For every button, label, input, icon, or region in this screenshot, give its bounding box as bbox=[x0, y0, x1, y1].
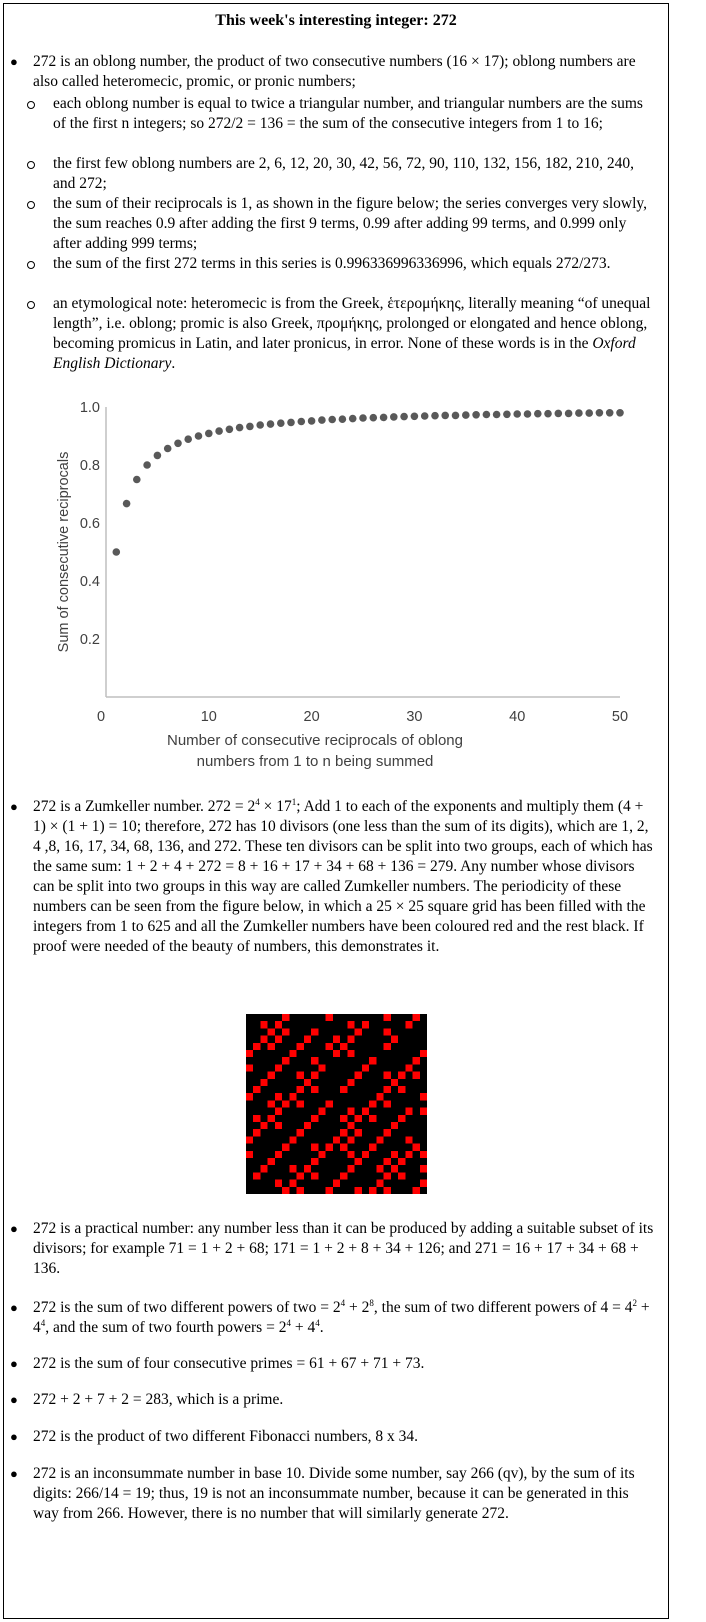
oblong-paragraph: 272 is an oblong number, the product of two consecutive numbers (16 × 17); oblong numbers are also called heteromecic, promic, or pronic numbers; bbox=[33, 53, 636, 90]
data-point bbox=[246, 423, 254, 431]
exponent: 4 bbox=[340, 1297, 346, 1308]
zumkeller-cell bbox=[413, 1144, 420, 1151]
zumkeller-cell bbox=[289, 1180, 296, 1187]
data-point bbox=[452, 412, 460, 420]
zumkeller-cell bbox=[253, 1172, 260, 1179]
data-point bbox=[113, 548, 121, 556]
zumkeller-cell bbox=[384, 1028, 391, 1035]
fibonacci-paragraph: 272 is the product of two different Fibonacci numbers, 8 x 34. bbox=[33, 1428, 418, 1445]
exponent: 1 bbox=[291, 796, 297, 807]
zumkeller-cell bbox=[311, 1086, 318, 1093]
zumkeller-cell bbox=[275, 1122, 282, 1129]
data-point bbox=[287, 419, 295, 427]
data-point bbox=[513, 410, 521, 418]
zumkeller-cell bbox=[369, 1187, 376, 1194]
x-tick-label: 50 bbox=[611, 709, 628, 725]
zumkeller-cell bbox=[318, 1151, 325, 1158]
zumkeller-cell bbox=[398, 1086, 405, 1093]
data-point bbox=[195, 432, 203, 440]
sub-bullet-marker bbox=[27, 301, 35, 309]
zumkeller-cell bbox=[384, 1129, 391, 1136]
zumkeller-cell bbox=[405, 1136, 412, 1143]
zumkeller-cell bbox=[260, 1036, 267, 1043]
data-point bbox=[328, 416, 336, 424]
zumkeller-cell bbox=[384, 1172, 391, 1179]
zumkeller-cell bbox=[413, 1072, 420, 1079]
zumkeller-cell bbox=[311, 1172, 318, 1179]
data-point bbox=[575, 409, 583, 417]
zumkeller-cell bbox=[326, 1043, 333, 1050]
data-point bbox=[555, 410, 563, 418]
y-tick-label: 0.6 bbox=[79, 516, 100, 532]
zumkeller-cell bbox=[384, 1158, 391, 1165]
bullet-marker: ● bbox=[10, 1221, 18, 1236]
zumkeller-cell bbox=[297, 1129, 304, 1136]
zumkeller-cell bbox=[347, 1108, 354, 1115]
bullet-marker: ● bbox=[10, 54, 18, 69]
zumkeller-cell bbox=[268, 1115, 275, 1122]
data-point bbox=[133, 476, 141, 484]
zumkeller-cell bbox=[333, 1036, 340, 1043]
zumkeller-cell bbox=[289, 1165, 296, 1172]
zumkeller-cell bbox=[347, 1165, 354, 1172]
zumkeller-cell bbox=[362, 1064, 369, 1071]
zumkeller-cell bbox=[362, 1021, 369, 1028]
zumkeller-cell bbox=[340, 1144, 347, 1151]
zumkeller-cell bbox=[260, 1021, 267, 1028]
zumkeller-cell bbox=[369, 1144, 376, 1151]
zumkeller-cell bbox=[268, 1100, 275, 1107]
content-frame bbox=[3, 3, 669, 1619]
zumkeller-cell bbox=[282, 1187, 289, 1194]
zumkeller-cell bbox=[253, 1129, 260, 1136]
zumkeller-cell bbox=[253, 1115, 260, 1122]
data-point bbox=[411, 413, 419, 421]
zumkeller-cell bbox=[333, 1136, 340, 1143]
bullet-marker: ● bbox=[10, 1392, 18, 1407]
zumkeller-cell bbox=[268, 1028, 275, 1035]
zumkeller-cell bbox=[275, 1093, 282, 1100]
data-point bbox=[174, 440, 182, 448]
zumkeller-cell bbox=[333, 1050, 340, 1057]
powers-text: , and the sum of two fourth powers = 2 bbox=[45, 1319, 287, 1336]
zumkeller-cell bbox=[347, 1151, 354, 1158]
zumkeller-cell bbox=[297, 1043, 304, 1050]
digit-sum-paragraph: 272 + 2 + 7 + 2 = 283, which is a prime. bbox=[33, 1391, 284, 1408]
data-point bbox=[441, 412, 449, 420]
zumkeller-cell bbox=[340, 1043, 347, 1050]
data-point bbox=[359, 414, 367, 422]
data-point bbox=[616, 409, 624, 417]
zumkeller-cell bbox=[297, 1072, 304, 1079]
sub-bullet-marker bbox=[27, 261, 35, 269]
zumkeller-cell bbox=[289, 1093, 296, 1100]
powers-text: . bbox=[319, 1319, 324, 1336]
powers-text: 272 is the sum of two different powers of two = 2 bbox=[33, 1299, 341, 1316]
zumkeller-cell bbox=[347, 1036, 354, 1043]
data-point bbox=[503, 411, 511, 419]
zumkeller-cell bbox=[297, 1100, 304, 1107]
sub-bullet-marker bbox=[27, 161, 35, 169]
zumkeller-cell bbox=[268, 1072, 275, 1079]
data-point bbox=[277, 419, 285, 427]
zumkeller-cell bbox=[304, 1165, 311, 1172]
etymology-end: . bbox=[171, 355, 176, 372]
data-point bbox=[462, 411, 470, 419]
zumkeller-cell bbox=[297, 1187, 304, 1194]
x-tick-label: 20 bbox=[303, 709, 320, 725]
primes-paragraph: 272 is the sum of four consecutive primes = 61 + 67 + 71 + 73. bbox=[33, 1355, 425, 1372]
zumkeller-text: 272 is a Zumkeller number. 272 = 2 bbox=[33, 798, 256, 815]
x-axis-label-line1: Number of consecutive reciprocals of oblong bbox=[167, 732, 463, 749]
zumkeller-cell bbox=[405, 1108, 412, 1115]
practical-paragraph: 272 is a practical number: any number less than it can be produced by adding a suitable subset of its divisors; for example 71 = 1 + 2 + 68; 171 = 1 + 2 + 8 + 34 + 126; and 271 = 16 + 17 + 34 + 68 + 136. bbox=[33, 1220, 654, 1277]
bullet-marker: ● bbox=[10, 1300, 18, 1315]
zumkeller-cell bbox=[347, 1136, 354, 1143]
zumkeller-cell bbox=[391, 1165, 398, 1172]
data-point bbox=[493, 411, 501, 419]
reciprocal-sum-chart bbox=[48, 392, 628, 772]
zumkeller-cell bbox=[362, 1108, 369, 1115]
page-title: This week's interesting integer: 272 bbox=[215, 12, 457, 29]
zumkeller-cell bbox=[326, 1144, 333, 1151]
zumkeller-cell bbox=[376, 1165, 383, 1172]
bullet-marker: ● bbox=[10, 1429, 18, 1444]
data-point bbox=[215, 427, 223, 435]
data-point bbox=[472, 411, 480, 419]
zumkeller-cell bbox=[311, 1057, 318, 1064]
data-point bbox=[339, 415, 347, 423]
data-point bbox=[544, 410, 552, 418]
x-tick-label: 0 bbox=[96, 709, 106, 725]
y-tick-label: 0.2 bbox=[79, 632, 100, 648]
zumkeller-cell bbox=[369, 1100, 376, 1107]
exponent: 4 bbox=[286, 1317, 291, 1328]
zumkeller-cell bbox=[311, 1115, 318, 1122]
data-point bbox=[308, 417, 316, 425]
data-point bbox=[380, 414, 388, 422]
zumkeller-cell bbox=[246, 1136, 253, 1143]
data-point bbox=[421, 412, 429, 420]
data-point bbox=[123, 500, 131, 508]
x-axis-label-line2: numbers from 1 to n being summed bbox=[196, 753, 434, 770]
data-point bbox=[256, 421, 264, 429]
zumkeller-cell bbox=[304, 1122, 311, 1129]
zumkeller-cell bbox=[362, 1151, 369, 1158]
data-point bbox=[596, 409, 604, 417]
x-tick-label: 10 bbox=[200, 709, 217, 725]
zumkeller-cell bbox=[311, 1144, 318, 1151]
oblong-list-note: the first few oblong numbers are 2, 6, 12, 20, 30, 42, 56, 72, 90, 110, 132, 156, 182, 210, 240, and 272; bbox=[53, 155, 635, 192]
zumkeller-cell bbox=[260, 1122, 267, 1129]
data-point bbox=[524, 410, 532, 418]
zumkeller-cell bbox=[355, 1129, 362, 1136]
inconsummate-paragraph: 272 is an inconsummate number in base 10. Divide some number, say 266 (qv), by the sum of its digits: 266/14 = 19; thus, 19 is not an inconsummate number, because it can be generated in this way from 266. However, there is no number that will similarly generate 272. bbox=[33, 1465, 635, 1522]
dictionary-title: Oxford English Dictionary bbox=[53, 335, 636, 372]
zumkeller-cell bbox=[268, 1043, 275, 1050]
zumkeller-text: × 17 bbox=[259, 798, 292, 815]
data-point bbox=[143, 461, 151, 469]
zumkeller-cell bbox=[347, 1122, 354, 1129]
zumkeller-cell bbox=[326, 1100, 333, 1107]
powers-paragraph bbox=[33, 1298, 663, 1338]
data-point bbox=[565, 410, 573, 418]
zumkeller-cell bbox=[384, 1187, 391, 1194]
data-point bbox=[483, 411, 491, 419]
zumkeller-cell bbox=[246, 1151, 253, 1158]
zumkeller-cell bbox=[311, 1072, 318, 1079]
zumkeller-cell bbox=[340, 1129, 347, 1136]
zumkeller-cell bbox=[420, 1180, 427, 1187]
etymology-note bbox=[53, 294, 658, 374]
zumkeller-cell bbox=[340, 1172, 347, 1179]
data-point bbox=[390, 413, 398, 421]
data-point bbox=[154, 452, 162, 460]
zumkeller-cell bbox=[246, 1093, 253, 1100]
zumkeller-cell bbox=[420, 1108, 427, 1115]
zumkeller-cell bbox=[398, 1115, 405, 1122]
x-tick-label: 40 bbox=[509, 709, 526, 725]
zumkeller-cell bbox=[282, 1028, 289, 1035]
zumkeller-cell bbox=[405, 1021, 412, 1028]
zumkeller-cell bbox=[369, 1115, 376, 1122]
zumkeller-paragraph bbox=[33, 797, 658, 957]
zumkeller-cell bbox=[369, 1057, 376, 1064]
zumkeller-cell bbox=[355, 1072, 362, 1079]
zumkeller-cell bbox=[355, 1115, 362, 1122]
zumkeller-cell bbox=[398, 1072, 405, 1079]
exponent: 4 bbox=[40, 1317, 46, 1328]
powers-text: + 4 bbox=[33, 1299, 650, 1336]
zumkeller-cell bbox=[260, 1079, 267, 1086]
zumkeller-cell bbox=[384, 1014, 391, 1021]
chart-axes bbox=[106, 407, 620, 697]
zumkeller-cell bbox=[355, 1187, 362, 1194]
zumkeller-cell bbox=[282, 1014, 289, 1021]
zumkeller-cell bbox=[311, 1028, 318, 1035]
sub-bullet-marker bbox=[27, 201, 35, 209]
y-axis-label: Sum of consecutive reciprocals bbox=[56, 451, 72, 653]
etymology-text: an etymological note: heteromecic is from the Greek, ἑτερομήκης, literally meaning “of unequal length”, i.e. oblong; promic is also Greek, προμήκης, prolonged or elongated and hence oblong, becoming promicus in Latin, and later pronicus, in error. None of these words is in the bbox=[53, 295, 651, 352]
bullet-marker: ● bbox=[10, 1356, 18, 1371]
zumkeller-cell bbox=[318, 1108, 325, 1115]
data-point bbox=[370, 414, 378, 422]
zumkeller-cell bbox=[253, 1043, 260, 1050]
chart-points bbox=[113, 409, 624, 556]
zumkeller-cell bbox=[355, 1028, 362, 1035]
powers-text: + 4 bbox=[290, 1319, 316, 1336]
zumkeller-cell bbox=[260, 1165, 267, 1172]
zumkeller-cell bbox=[289, 1136, 296, 1143]
y-tick-label: 1.0 bbox=[79, 400, 100, 416]
bullet-marker: ● bbox=[10, 1466, 18, 1481]
zumkeller-cell bbox=[420, 1093, 427, 1100]
zumkeller-cell bbox=[391, 1122, 398, 1129]
zumkeller-cell bbox=[297, 1086, 304, 1093]
data-point bbox=[606, 409, 614, 417]
powers-text: , the sum of two different powers of 4 = 4 bbox=[373, 1299, 633, 1316]
y-tick-label: 0.8 bbox=[79, 458, 100, 474]
data-point bbox=[349, 415, 357, 423]
data-point bbox=[318, 416, 326, 424]
powers-text: + 2 bbox=[345, 1299, 370, 1316]
zumkeller-cell bbox=[413, 1057, 420, 1064]
zumkeller-cell bbox=[413, 1014, 420, 1021]
zumkeller-cell bbox=[420, 1165, 427, 1172]
data-point bbox=[205, 430, 213, 438]
zumkeller-cell bbox=[297, 1172, 304, 1179]
exponent: 2 bbox=[632, 1297, 637, 1308]
y-tick-label: 0.4 bbox=[79, 574, 100, 590]
reciprocal-note: the sum of their reciprocals is 1, as shown in the figure below; the series converges very slowly, the sum reaches 0.9 after adding the first 9 terms, 0.99 after adding 99 terms, and 0.999 only after adding 999 terms; bbox=[53, 195, 648, 252]
x-tick-label: 30 bbox=[406, 709, 423, 725]
zumkeller-cell bbox=[384, 1072, 391, 1079]
bullet-marker: ● bbox=[10, 799, 18, 814]
zumkeller-cell bbox=[318, 1064, 325, 1071]
zumkeller-cell bbox=[391, 1151, 398, 1158]
data-point bbox=[298, 418, 306, 426]
zumkeller-cell bbox=[347, 1050, 354, 1057]
zumkeller-cell bbox=[268, 1158, 275, 1165]
zumkeller-cell bbox=[253, 1086, 260, 1093]
zumkeller-cell bbox=[355, 1158, 362, 1165]
zumkeller-cell bbox=[384, 1043, 391, 1050]
chart-ticks bbox=[80, 400, 628, 725]
zumkeller-cell bbox=[275, 1108, 282, 1115]
zumkeller-cell bbox=[391, 1036, 398, 1043]
exponent: 8 bbox=[369, 1297, 374, 1308]
zumkeller-cell bbox=[326, 1014, 333, 1021]
zumkeller-cell bbox=[384, 1086, 391, 1093]
zumkeller-cell bbox=[282, 1100, 289, 1107]
zumkeller-cell bbox=[275, 1151, 282, 1158]
zumkeller-cell bbox=[333, 1180, 340, 1187]
zumkeller-cell bbox=[413, 1187, 420, 1194]
data-point bbox=[236, 424, 244, 432]
zumkeller-cell bbox=[275, 1180, 282, 1187]
zumkeller-text: ; Add 1 to each of the exponents and multiply them (4 + 1) × (1 + 1) = 10; therefore, 272 has 10 divisors (one less than the sum of its digits), which are 1, 2, 4 ,8, 16, 17, 34, 68, 136, and 272. These ten divisors can be split into two groups, each of which has the same sum: 1 + 2 + 4 + 272 = 8 + 16 + 17 + 34 + 68 + 136 = 279. Any number whose divisors can be split into two groups in this way are called Zumkeller numbers. The periodicity of these numbers can be seen from the figure below, in which a 25 × 25 square grid has been filled with the integers from 1 to 625 and all the Zumkeller numbers have been coloured red and the rest black. If proof were needed of the beauty of numbers, this demonstrates it. bbox=[33, 798, 653, 955]
zumkeller-cell bbox=[376, 1180, 383, 1187]
zumkeller-cell bbox=[326, 1187, 333, 1194]
zumkeller-cell bbox=[398, 1172, 405, 1179]
zumkeller-cell bbox=[289, 1050, 296, 1057]
exponent: 4 bbox=[255, 796, 260, 807]
zumkeller-cell bbox=[246, 1064, 253, 1071]
zumkeller-cell bbox=[340, 1115, 347, 1122]
zumkeller-cell bbox=[304, 1036, 311, 1043]
data-point bbox=[267, 420, 275, 428]
zumkeller-cell bbox=[420, 1151, 427, 1158]
zumkeller-grid-image bbox=[246, 1014, 427, 1194]
zumkeller-cell bbox=[275, 1064, 282, 1071]
zumkeller-cell bbox=[275, 1036, 282, 1043]
zumkeller-cell bbox=[398, 1158, 405, 1165]
data-point bbox=[534, 410, 542, 418]
zumkeller-cell bbox=[347, 1079, 354, 1086]
zumkeller-cell bbox=[282, 1144, 289, 1151]
zumkeller-cell bbox=[311, 1158, 318, 1165]
zumkeller-cell bbox=[340, 1086, 347, 1093]
zumkeller-cell bbox=[376, 1136, 383, 1143]
zumkeller-cell bbox=[405, 1064, 412, 1071]
zumkeller-cell bbox=[391, 1079, 398, 1086]
triangular-note: each oblong number is equal to twice a triangular number, and triangular numbers are the sums of the first n integers; so 272/2 = 136 = the sum of the consecutive integers from 1 to 16; bbox=[53, 95, 643, 132]
zumkeller-cell bbox=[282, 1057, 289, 1064]
zumkeller-cell bbox=[347, 1021, 354, 1028]
exponent: 4 bbox=[315, 1317, 320, 1328]
sum-272-note: the sum of the first 272 terms in this series is 0.996336996336996, which equals 272/273. bbox=[53, 255, 611, 272]
data-point bbox=[164, 445, 172, 453]
zumkeller-cell bbox=[420, 1050, 427, 1057]
data-point bbox=[400, 413, 408, 421]
data-point bbox=[431, 412, 439, 420]
zumkeller-cell bbox=[376, 1093, 383, 1100]
data-point bbox=[585, 409, 593, 417]
zumkeller-cell bbox=[405, 1151, 412, 1158]
zumkeller-cell bbox=[384, 1100, 391, 1107]
zumkeller-cell bbox=[275, 1021, 282, 1028]
data-point bbox=[184, 435, 192, 443]
zumkeller-cell bbox=[304, 1079, 311, 1086]
zumkeller-cell bbox=[246, 1050, 253, 1057]
sub-bullet-marker bbox=[27, 101, 35, 109]
data-point bbox=[226, 426, 234, 434]
